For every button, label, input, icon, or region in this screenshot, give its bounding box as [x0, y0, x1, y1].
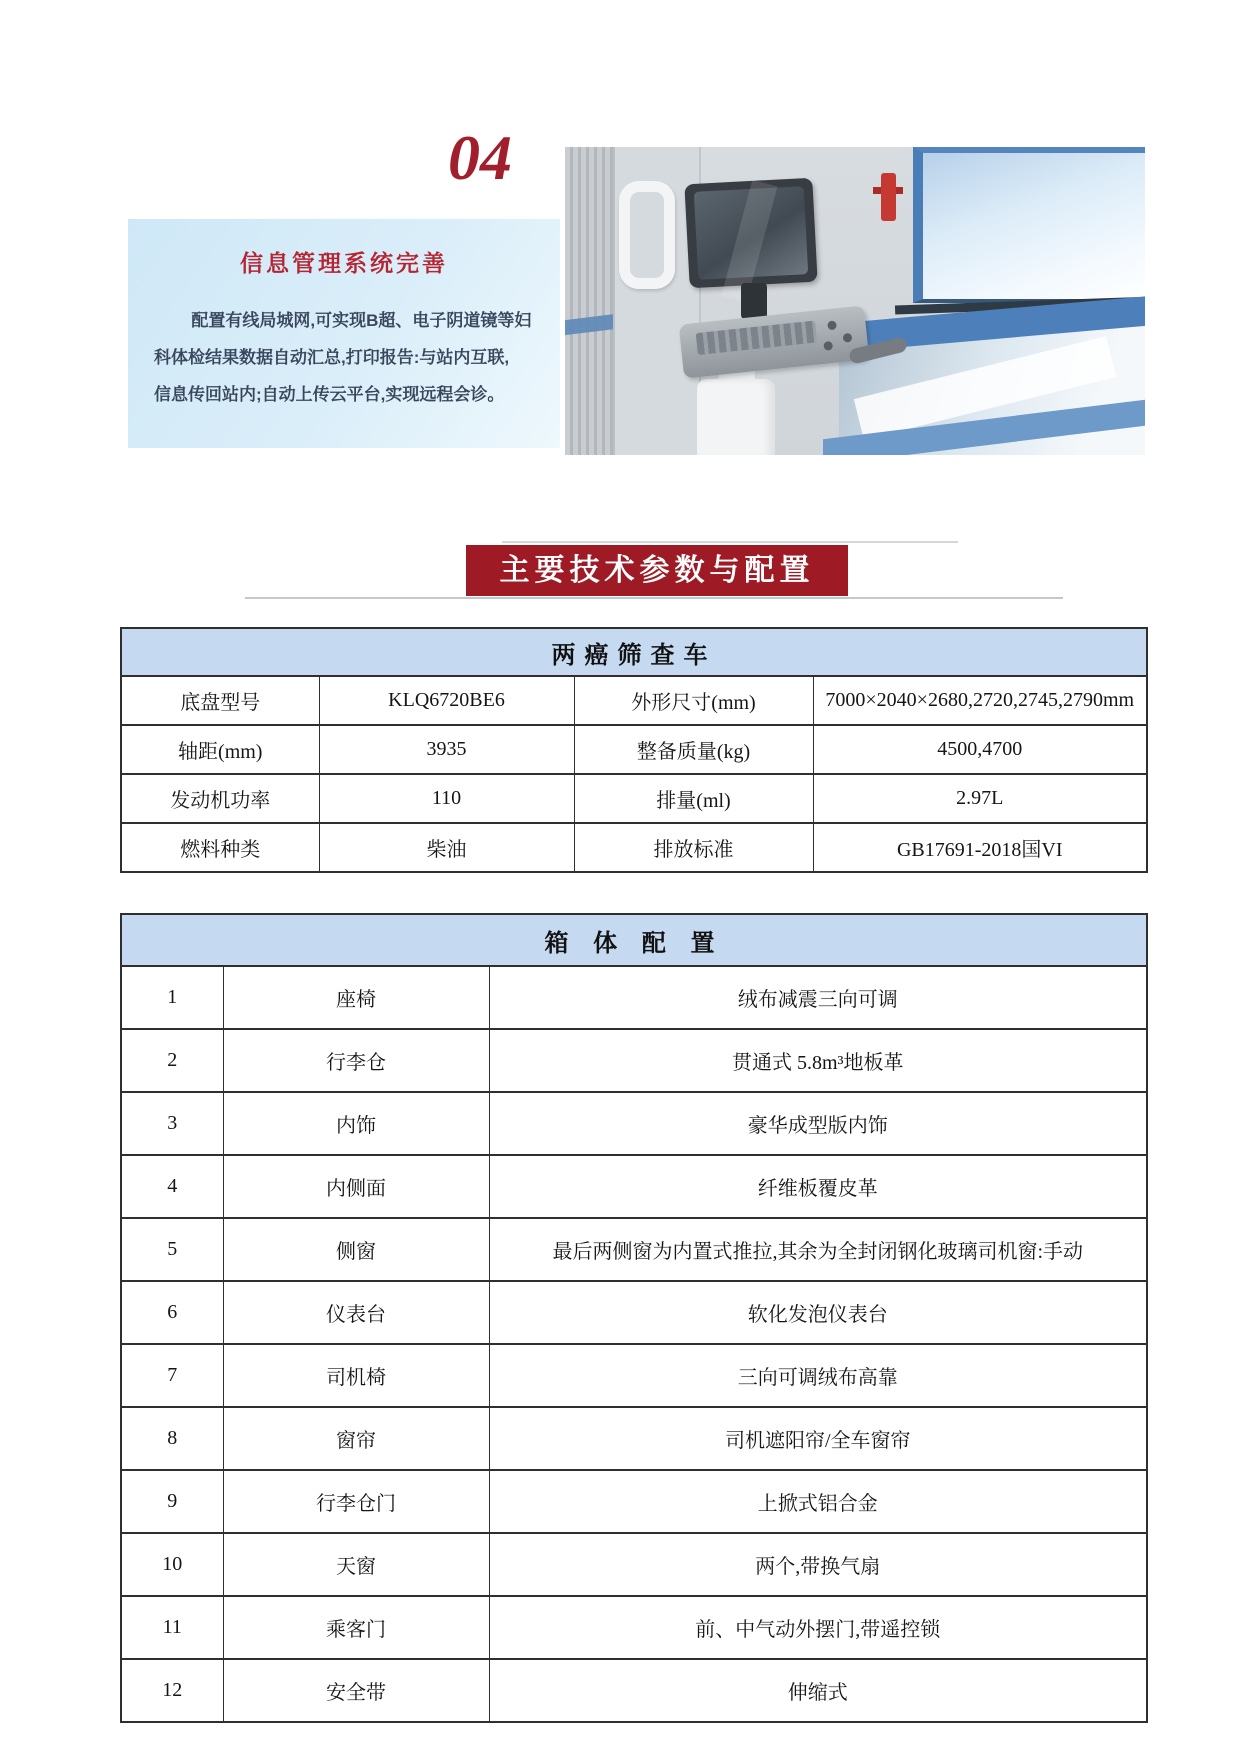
- panel-knob: [827, 320, 837, 330]
- spec-value-cell: KLQ6720BE6: [319, 676, 574, 725]
- info-card: [128, 219, 560, 448]
- item-name-cell: 行李仓: [223, 1029, 489, 1092]
- item-desc-cell: 绒布减震三向可调: [489, 966, 1147, 1029]
- row-number-cell: 3: [121, 1092, 223, 1155]
- spec-value-cell: 柴油: [319, 823, 574, 872]
- item-name-cell: 内饰: [223, 1092, 489, 1155]
- row-number-cell: 7: [121, 1344, 223, 1407]
- spec-value-cell: 2.97L: [813, 774, 1147, 823]
- section-number: 04: [448, 122, 512, 193]
- table-row: [121, 774, 1147, 823]
- table-row: [121, 725, 1147, 774]
- divider-line-bottom: [245, 597, 1063, 599]
- row-number-cell: 5: [121, 1218, 223, 1281]
- spec-value-cell: 110: [319, 774, 574, 823]
- table-row: [121, 1155, 1147, 1218]
- table-row: [121, 823, 1147, 872]
- spec-label-cell: 整备质量(kg): [574, 725, 813, 774]
- spec-value-cell: 7000×2040×2680,2720,2745,2790mm: [813, 676, 1147, 725]
- divider-line-top: [502, 541, 958, 543]
- item-name-cell: 仪表台: [223, 1281, 489, 1344]
- info-card-body: [128, 302, 560, 413]
- row-number-cell: 12: [121, 1659, 223, 1722]
- spec-value-cell: 4500,4700: [813, 725, 1147, 774]
- panel-knob: [823, 341, 833, 351]
- row-number-cell: 10: [121, 1533, 223, 1596]
- panel-keys: [696, 321, 818, 355]
- spec-value-cell: 3935: [319, 725, 574, 774]
- row-number-cell: 9: [121, 1470, 223, 1533]
- section-banner: 主要技术参数与配置: [466, 545, 848, 596]
- spec-label-cell: 轴距(mm): [121, 725, 319, 774]
- window: [913, 147, 1145, 303]
- body-line: 配置有线局城网,可实现B超、电子阴道镜等妇: [191, 311, 532, 330]
- item-desc-cell: 三向可调绒布高靠: [489, 1344, 1147, 1407]
- panel-knob: [843, 333, 853, 343]
- spec-table-title: 两癌筛查车: [121, 628, 1147, 676]
- item-name-cell: 内侧面: [223, 1155, 489, 1218]
- spec-label-cell: 排放标准: [574, 823, 813, 872]
- table-row: [121, 1659, 1147, 1722]
- spec-label-cell: 底盘型号: [121, 676, 319, 725]
- spec-value-cell: GB17691-2018国VI: [813, 823, 1147, 872]
- item-desc-cell: 两个,带换气扇: [489, 1533, 1147, 1596]
- row-number-cell: 1: [121, 966, 223, 1029]
- item-desc-cell: 前、中气动外摆门,带遥控锁: [489, 1596, 1147, 1659]
- monitor-screen: [694, 186, 808, 280]
- body-line: 信息传回站内;自动上传云平台,实现远程会诊。: [154, 385, 505, 404]
- table-row: [121, 1533, 1147, 1596]
- ultrasound-monitor: [684, 178, 817, 289]
- table-row: [121, 1092, 1147, 1155]
- table-row: [121, 676, 1147, 725]
- table-row: [121, 1281, 1147, 1344]
- spec-label-cell: 排量(ml): [574, 774, 813, 823]
- item-name-cell: 司机椅: [223, 1344, 489, 1407]
- item-name-cell: 侧窗: [223, 1218, 489, 1281]
- table-row: [121, 1344, 1147, 1407]
- row-number-cell: 6: [121, 1281, 223, 1344]
- cart-base: [697, 379, 775, 455]
- table-row: [121, 1407, 1147, 1470]
- row-number-cell: 11: [121, 1596, 223, 1659]
- spec-table: [120, 627, 1148, 873]
- item-desc-cell: 豪华成型版内饰: [489, 1092, 1147, 1155]
- table-row: [121, 1596, 1147, 1659]
- grab-handle: [619, 181, 675, 289]
- item-desc-cell: 贯通式 5.8m³地板革: [489, 1029, 1147, 1092]
- item-desc-cell: 软化发泡仪表台: [489, 1281, 1147, 1344]
- item-desc-cell: 伸缩式: [489, 1659, 1147, 1722]
- item-desc-cell: 最后两侧窗为内置式推拉,其余为全封闭钢化玻璃司机窗:手动: [489, 1218, 1147, 1281]
- spec-label-cell: 外形尺寸(mm): [574, 676, 813, 725]
- body-line: 科体检结果数据自动汇总,打印报告:与站内互联,: [154, 348, 510, 367]
- table-row: [121, 1218, 1147, 1281]
- info-card-title: 信息管理系统完善: [240, 250, 448, 276]
- spec-label-cell: 发动机功率: [121, 774, 319, 823]
- corrugated-wall: [565, 147, 613, 455]
- table-row: [121, 1029, 1147, 1092]
- row-number-cell: 4: [121, 1155, 223, 1218]
- interior-photo: [565, 147, 1145, 455]
- item-name-cell: 行李仓门: [223, 1470, 489, 1533]
- item-name-cell: 座椅: [223, 966, 489, 1029]
- item-name-cell: 天窗: [223, 1533, 489, 1596]
- config-table-title: 箱 体 配 置: [121, 914, 1147, 966]
- monitor-arm: [741, 283, 767, 319]
- table-row: [121, 966, 1147, 1029]
- config-table: [120, 913, 1148, 1723]
- item-name-cell: 窗帘: [223, 1407, 489, 1470]
- spec-label-cell: 燃料种类: [121, 823, 319, 872]
- item-desc-cell: 上掀式铝合金: [489, 1470, 1147, 1533]
- item-name-cell: 乘客门: [223, 1596, 489, 1659]
- row-number-cell: 8: [121, 1407, 223, 1470]
- fire-extinguisher: [881, 173, 896, 221]
- row-number-cell: 2: [121, 1029, 223, 1092]
- table-row: [121, 1470, 1147, 1533]
- item-desc-cell: 司机遮阳帘/全车窗帘: [489, 1407, 1147, 1470]
- item-name-cell: 安全带: [223, 1659, 489, 1722]
- item-desc-cell: 纤维板覆皮革: [489, 1155, 1147, 1218]
